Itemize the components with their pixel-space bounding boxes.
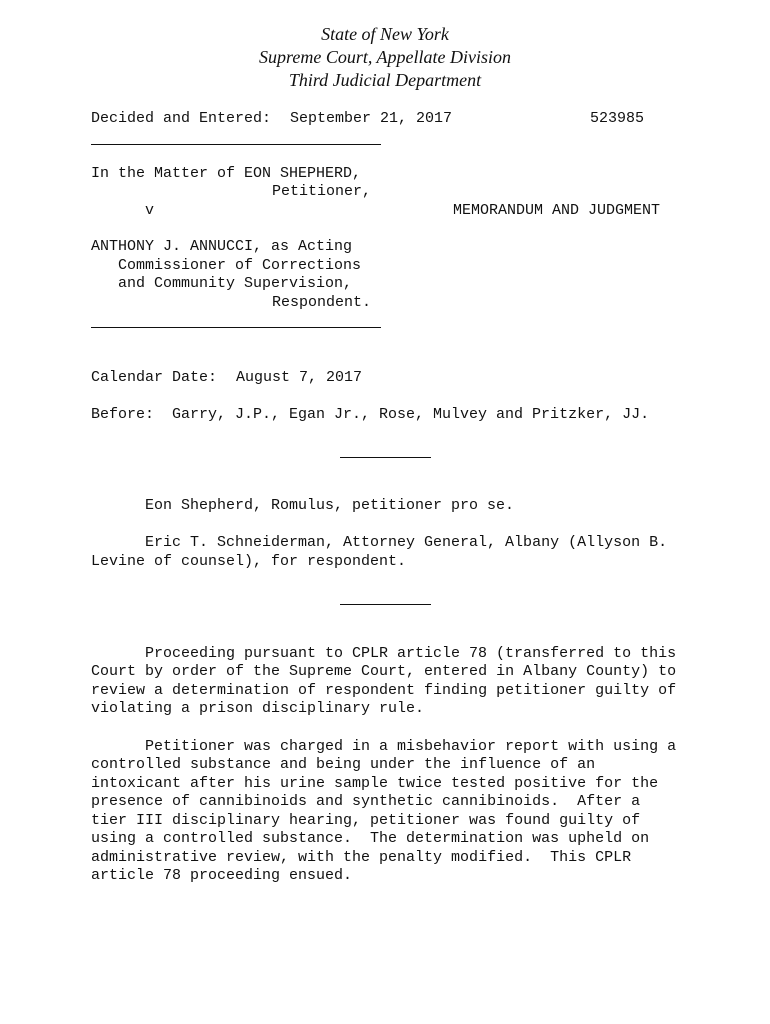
section-divider-1 (340, 457, 431, 458)
paragraph-1-line: Court by order of the Supreme Court, entered in Albany County) to (91, 663, 677, 680)
paragraph-2-line: intoxicant after his urine sample twice tested positive for the (91, 775, 659, 792)
calendar-label: Calendar Date: (91, 369, 218, 386)
before-label: Before: (91, 406, 155, 423)
paragraph-1-line: violating a prison disciplinary rule. (91, 700, 425, 717)
paragraph-1-line: review a determination of respondent finding petitioner guilty of (91, 682, 677, 699)
paragraph-2-line: tier III disciplinary hearing, petitioner was found guilty of (91, 812, 641, 829)
document-type: MEMORANDUM AND JUDGMENT (453, 202, 661, 219)
petitioner-role: Petitioner, (272, 183, 372, 200)
respondent-line-1: ANTHONY J. ANNUCCI, as Acting (91, 238, 353, 255)
paragraph-2-line: controlled substance and being under the influence of an (91, 756, 596, 773)
section-divider-2 (340, 604, 431, 605)
calendar-date: August 7, 2017 (236, 369, 363, 386)
decided-label: Decided and Entered: (91, 110, 272, 127)
versus: v (145, 202, 155, 219)
petitioner-appearance: Eon Shepherd, Romulus, petitioner pro se. (145, 497, 515, 514)
paragraph-2-line: Petitioner was charged in a misbehavior report with using a (145, 738, 677, 755)
paragraph-2-line: using a controlled substance. The determination was upheld on (91, 830, 650, 847)
court-division: Supreme Court, Appellate Division (259, 47, 511, 67)
paragraph-2-line: article 78 proceeding ensued. (91, 867, 353, 884)
respondent-role: Respondent. (272, 294, 372, 311)
respondent-line-2: Commissioner of Corrections (118, 257, 362, 274)
decided-date: September 21, 2017 (290, 110, 453, 127)
respondent-appearance-line-2: Levine of counsel), for respondent. (91, 553, 407, 570)
court-department: Third Judicial Department (288, 70, 482, 90)
caption-top-rule (91, 144, 381, 145)
court-name: State of New York (321, 24, 449, 44)
matter-line: In the Matter of EON SHEPHERD, (91, 165, 362, 182)
respondent-appearance-line-1: Eric T. Schneiderman, Attorney General, Albany (Allyson B. (145, 534, 668, 551)
judges: Garry, J.P., Egan Jr., Rose, Mulvey and Pritzker, JJ. (172, 406, 650, 423)
paragraph-2-line: administrative review, with the penalty modified. This CPLR (91, 849, 632, 866)
paragraph-1-line: Proceeding pursuant to CPLR article 78 (transferred to this (145, 645, 677, 662)
respondent-line-3: and Community Supervision, (118, 275, 353, 292)
paragraph-2-line: presence of cannibinoids and synthetic cannibinoids. After a (91, 793, 641, 810)
docket-number: 523985 (590, 110, 645, 127)
caption-bottom-rule (91, 327, 381, 328)
